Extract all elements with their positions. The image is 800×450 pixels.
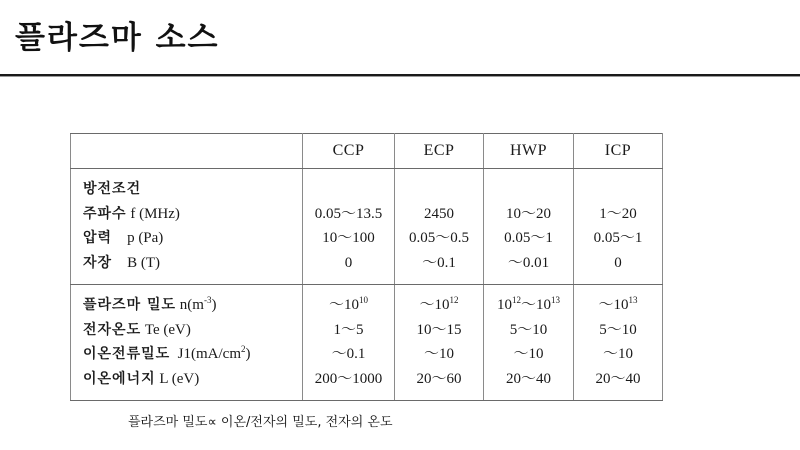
cell-value: 2450 <box>424 205 454 222</box>
cell-value: ～0.1 <box>331 346 366 362</box>
discharge-conditions-section <box>71 169 663 285</box>
cell-value: 0 <box>614 254 622 271</box>
unit-tail: ) <box>211 297 217 313</box>
row-unit-plasma-density: n(m <box>176 297 204 313</box>
cell-value: 5～10 <box>599 321 637 338</box>
row-label-ion-current-density: 이온전류밀도 <box>83 346 171 362</box>
row-unit-ion-energy: L (eV) <box>155 370 200 387</box>
table-caption: 플라즈마 밀도∝ 이온/전자의 밀도, 전자의 온도 <box>128 415 393 430</box>
cell-value: 1～20 <box>599 205 637 222</box>
plasma-source-comparison-table <box>70 133 663 401</box>
cell-value: 10～100 <box>322 230 375 246</box>
title-divider <box>0 74 800 77</box>
unit-tail: ) <box>245 346 251 362</box>
cell-value: 10～20 <box>505 205 551 222</box>
cell-value: $10^{12}\sim 10^{13}$ <box>496 295 560 313</box>
cell-value: 20～40 <box>595 370 641 387</box>
cell-value: 0.05～0.5 <box>408 230 469 246</box>
ecp-characteristic-values <box>395 285 484 401</box>
cell-value: 5～10 <box>509 321 548 338</box>
section-heading: 방전조건 <box>83 181 142 197</box>
table-header-row <box>71 134 663 169</box>
row-unit-pressure: p (Pa) <box>112 230 164 246</box>
header-ccp: CCP <box>303 134 395 169</box>
header-hwp: HWP <box>484 134 574 169</box>
hwp-discharge-values <box>484 169 574 285</box>
plasma-source-table-container <box>70 133 663 401</box>
cell-value: 0.05～1 <box>504 230 553 246</box>
header-label-empty <box>71 134 303 169</box>
cell-value: $\sim 10^{13}$ <box>598 295 638 313</box>
table-row <box>71 285 663 401</box>
cell-value: 20～40 <box>505 370 551 387</box>
cell-value: 0.05～1 <box>593 230 643 246</box>
row-label-ion-energy: 이온에너지 <box>83 370 156 387</box>
cell-value: $\sim 10^{10}$ <box>328 295 368 313</box>
slide-title: 플라즈마 소스 <box>15 20 220 56</box>
cell-value: $\sim 10^{12}$ <box>419 295 459 313</box>
icp-characteristic-values <box>574 285 663 401</box>
cell-value: 1～5 <box>333 321 364 338</box>
header-icp: ICP <box>574 134 663 169</box>
row-unit-frequency: f (MHz) <box>126 205 180 222</box>
cell-value: 0 <box>344 254 353 271</box>
ecp-discharge-values <box>395 169 484 285</box>
row-label-electron-temperature: 전자온도 <box>83 321 142 338</box>
discharge-labels <box>71 169 303 285</box>
cell-value: ～0.1 <box>422 254 456 271</box>
table-row <box>71 169 663 285</box>
row-label-pressure: 압력 <box>83 230 113 246</box>
cell-value: 20～60 <box>416 370 462 387</box>
unit-exponent: 2 <box>240 344 246 354</box>
plasma-characteristics-section <box>71 285 663 401</box>
ccp-characteristic-values <box>303 285 395 401</box>
row-label-frequency: 주파수 <box>83 205 127 222</box>
row-label-magnetic-field: 자장 <box>83 254 113 271</box>
header-ecp: ECP <box>395 134 484 169</box>
hwp-characteristic-values <box>484 285 574 401</box>
ccp-discharge-values <box>303 169 395 285</box>
cell-value: 10～15 <box>416 321 462 338</box>
icp-discharge-values <box>574 169 663 285</box>
characteristic-labels <box>71 285 303 401</box>
cell-value: ～10 <box>602 346 633 362</box>
row-unit-electron-temperature: Te (eV) <box>141 321 191 338</box>
cell-value: ～0.01 <box>507 254 550 271</box>
row-unit-magnetic-field: B (T) <box>112 254 160 271</box>
cell-value: ～10 <box>423 346 454 362</box>
row-label-plasma-density: 플라즈마 밀도 <box>83 297 177 313</box>
unit-exponent: -3 <box>203 295 212 305</box>
cell-value: 200～1000 <box>314 370 383 387</box>
row-unit-ion-current-density: J1(mA/cm <box>170 346 241 362</box>
cell-value: 0.05～13.5 <box>314 205 383 222</box>
cell-value: ～10 <box>513 346 544 362</box>
